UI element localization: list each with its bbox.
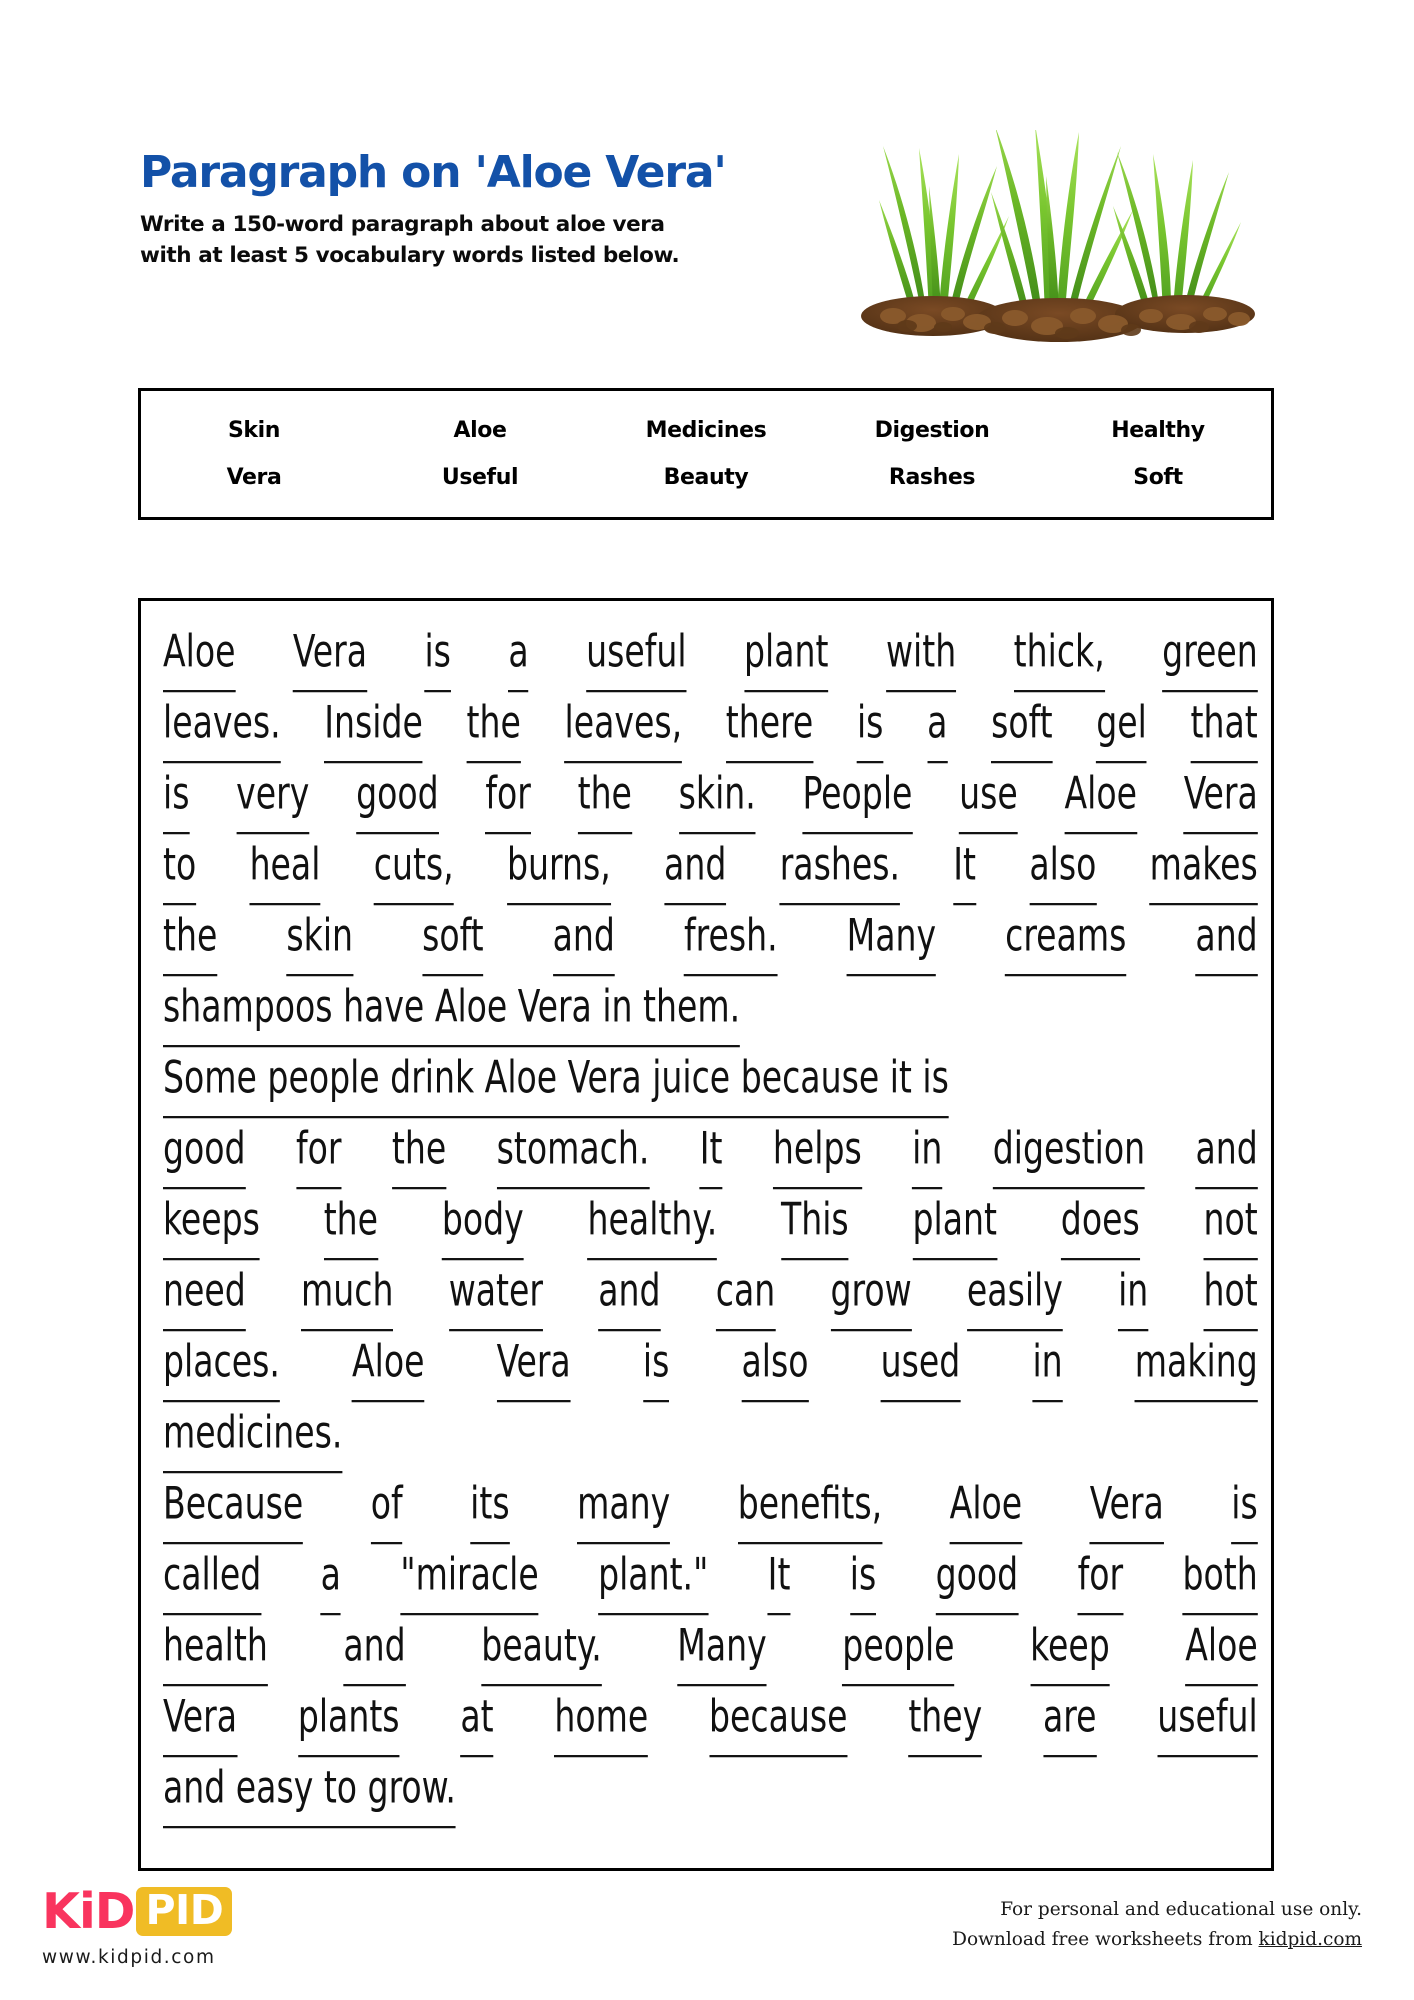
logo-pid-text: PID: [136, 1887, 232, 1936]
logo-mark: [42, 1882, 232, 1940]
page-title: Paragraph on 'Aloe Vera': [140, 147, 726, 198]
handwriting-word: can: [716, 1252, 775, 1332]
handwriting-line: [163, 1607, 1258, 1687]
handwriting-word: the: [578, 755, 632, 835]
handwriting-word: shampoos have Aloe Vera in them.: [163, 968, 740, 1048]
handwriting-word: Vera: [293, 613, 367, 693]
handwriting-word: good: [163, 1110, 246, 1190]
worksheet-header: [0, 0, 1414, 380]
handwriting-word: It: [768, 1536, 791, 1616]
handwriting-word: creams: [1005, 897, 1126, 977]
handwriting-word: need: [163, 1252, 246, 1332]
handwriting-word: that: [1190, 684, 1257, 764]
handwriting-word: health: [163, 1607, 268, 1687]
handwriting-word: Many: [677, 1607, 766, 1687]
handwriting-word: are: [1043, 1678, 1096, 1758]
handwriting-word: also: [741, 1323, 808, 1403]
handwriting-word: plant: [744, 613, 828, 693]
handwriting-line: [163, 1536, 1258, 1616]
handwriting-word: heal: [250, 826, 321, 906]
handwriting-word: skin.: [679, 755, 756, 835]
handwriting-word: is: [424, 613, 450, 693]
handwriting-line: [163, 613, 1258, 693]
aloe-vera-illustration: [855, 130, 1275, 345]
handwriting-line: [163, 1323, 1258, 1403]
handwriting-word: keeps: [163, 1181, 260, 1261]
handwriting-word: fresh.: [684, 897, 778, 977]
handwriting-word: rashes.: [780, 826, 900, 906]
vocabulary-word: Healthy: [1111, 418, 1205, 443]
handwriting-word: and: [553, 897, 615, 977]
handwriting-word: Aloe: [950, 1465, 1022, 1545]
handwriting-word: is: [1231, 1465, 1257, 1545]
handwriting-word: burns,: [507, 826, 611, 906]
handwriting-word: Aloe: [1064, 755, 1136, 835]
handwriting-line: [163, 1252, 1258, 1332]
instruction-line-2: with at least 5 vocabulary words listed below.: [140, 242, 680, 268]
worksheet-footer: [0, 1882, 1414, 2000]
handwriting-word: helps: [773, 1110, 862, 1190]
handwriting-word: in: [912, 1110, 942, 1190]
handwriting-word: beauty.: [481, 1607, 602, 1687]
vocabulary-word: Medicines: [645, 418, 767, 443]
handwriting-word: It: [953, 826, 976, 906]
handwriting-line: [163, 1465, 1258, 1545]
handwriting-word: there: [726, 684, 814, 764]
handwriting-word: the: [392, 1110, 446, 1190]
handwriting-word: called: [163, 1536, 261, 1616]
handwriting-line: [163, 1039, 1162, 1119]
handwriting-word: useful: [586, 613, 686, 693]
handwriting-word: home: [554, 1678, 648, 1758]
handwriting-word: "miracle: [400, 1536, 538, 1616]
handwriting-word: gel: [1096, 684, 1147, 764]
handwriting-word: Because: [163, 1465, 303, 1545]
handwriting-word: in: [1118, 1252, 1148, 1332]
handwriting-word: does: [1061, 1181, 1140, 1261]
vocabulary-word: Useful: [441, 465, 519, 490]
handwriting-word: of: [371, 1465, 403, 1545]
logo-kid-text: KiD: [42, 1882, 135, 1940]
handwriting-word: water: [449, 1252, 543, 1332]
handwriting-word: in: [1032, 1323, 1062, 1403]
handwriting-word: makes: [1150, 826, 1258, 906]
vocabulary-row-2: [141, 465, 1271, 490]
footer-notice-line-2: [952, 1925, 1362, 1955]
handwriting-word: very: [236, 755, 309, 835]
handwriting-line: [163, 755, 1258, 835]
vocabulary-word: Aloe: [453, 418, 507, 443]
handwriting-word: and: [1195, 1110, 1257, 1190]
logo-website-url: www.kidpid.com: [42, 1947, 216, 1968]
handwriting-word: and: [664, 826, 726, 906]
handwriting-line: [163, 1110, 1258, 1190]
handwriting-line: [163, 1678, 1258, 1758]
handwriting-word: good: [356, 755, 439, 835]
handwriting-word: skin: [286, 897, 353, 977]
handwriting-word: cuts,: [374, 826, 454, 906]
handwriting-word: to: [163, 826, 196, 906]
handwriting-word: useful: [1157, 1678, 1257, 1758]
handwriting-word: is: [857, 684, 883, 764]
footer-notice-prefix: Download free worksheets from: [952, 1928, 1259, 1950]
handwriting-word: It: [700, 1110, 723, 1190]
handwriting-word: plant.": [598, 1536, 708, 1616]
handwriting-word: leaves.: [163, 684, 281, 764]
handwriting-word: its: [470, 1465, 509, 1545]
handwriting-word: is: [163, 755, 189, 835]
handwriting-word: plant: [912, 1181, 996, 1261]
handwriting-word: medicines.: [163, 1394, 342, 1474]
handwritten-paragraph: [163, 617, 1258, 1824]
handwriting-word: the: [163, 897, 217, 977]
handwriting-word: thick,: [1014, 613, 1105, 693]
handwriting-word: body: [442, 1181, 524, 1261]
handwriting-word: many: [577, 1465, 670, 1545]
handwriting-word: Vera: [163, 1678, 237, 1758]
handwriting-line: [163, 1749, 1162, 1829]
answer-box[interactable]: [138, 598, 1274, 1871]
handwriting-word: because: [709, 1678, 848, 1758]
handwriting-word: Inside: [324, 684, 423, 764]
handwriting-word: the: [324, 1181, 378, 1261]
handwriting-word: soft: [991, 684, 1052, 764]
handwriting-word: Aloe: [163, 613, 235, 693]
footer-notice-line-1: For personal and educational use only.: [1000, 1899, 1362, 1920]
handwriting-word: stomach.: [497, 1110, 650, 1190]
handwriting-word: green: [1162, 613, 1258, 693]
handwriting-word: and: [598, 1252, 660, 1332]
handwriting-word: Vera: [1090, 1465, 1164, 1545]
vocabulary-word: Skin: [227, 418, 281, 443]
handwriting-word: Aloe: [352, 1323, 424, 1403]
handwriting-word: Vera: [1184, 755, 1258, 835]
handwriting-line: [163, 968, 1162, 1048]
handwriting-word: and: [343, 1607, 405, 1687]
handwriting-line: [163, 1394, 1162, 1474]
handwriting-word: is: [643, 1323, 669, 1403]
handwriting-word: the: [467, 684, 521, 764]
handwriting-word: a: [927, 684, 947, 764]
handwriting-word: people: [842, 1607, 954, 1687]
handwriting-word: at: [460, 1678, 493, 1758]
handwriting-word: soft: [422, 897, 483, 977]
handwriting-word: easily: [967, 1252, 1063, 1332]
handwriting-word: for: [1078, 1536, 1123, 1616]
handwriting-word: used: [881, 1323, 961, 1403]
handwriting-word: a: [321, 1536, 341, 1616]
handwriting-word: Aloe: [1185, 1607, 1257, 1687]
vocabulary-word: Digestion: [874, 418, 990, 443]
handwriting-word: for: [485, 755, 530, 835]
handwriting-line: [163, 1181, 1258, 1261]
kidpid-link[interactable]: kidpid.com: [1258, 1928, 1362, 1950]
header-text-block: [140, 147, 740, 271]
handwriting-word: benefits,: [738, 1465, 882, 1545]
handwriting-word: good: [936, 1536, 1019, 1616]
kidpid-logo[interactable]: [42, 1882, 232, 1968]
vocabulary-row-1: [141, 418, 1271, 443]
handwriting-word: with: [886, 613, 956, 693]
handwriting-word: Many: [847, 897, 936, 977]
handwriting-line: [163, 897, 1258, 977]
handwriting-word: use: [959, 755, 1018, 835]
instruction-line-1: Write a 150-word paragraph about aloe vera: [140, 212, 665, 238]
handwriting-word: healthy.: [588, 1181, 718, 1261]
handwriting-word: both: [1182, 1536, 1257, 1616]
handwriting-word: making: [1135, 1323, 1258, 1403]
handwriting-word: also: [1029, 826, 1096, 906]
handwriting-word: for: [296, 1110, 341, 1190]
handwriting-word: and: [1195, 897, 1257, 977]
page-instructions: [140, 210, 740, 271]
handwriting-word: digestion: [993, 1110, 1145, 1190]
handwriting-word: places.: [163, 1323, 280, 1403]
handwriting-word: Vera: [497, 1323, 571, 1403]
handwriting-word: much: [301, 1252, 393, 1332]
handwriting-word: Some people drink Aloe Vera juice because it is: [163, 1039, 949, 1119]
handwriting-word: hot: [1204, 1252, 1258, 1332]
handwriting-word: is: [850, 1536, 876, 1616]
handwriting-line: [163, 684, 1258, 764]
footer-notice: [952, 1895, 1362, 1955]
vocabulary-word: Vera: [226, 465, 282, 490]
vocabulary-word: Soft: [1133, 465, 1183, 490]
handwriting-word: plants: [298, 1678, 400, 1758]
handwriting-word: keep: [1030, 1607, 1110, 1687]
handwriting-word: not: [1204, 1181, 1258, 1261]
handwriting-word: leaves,: [565, 684, 683, 764]
handwriting-line: [163, 826, 1258, 906]
handwriting-word: People: [803, 755, 913, 835]
vocabulary-word: Beauty: [663, 465, 749, 490]
handwriting-word: and easy to grow.: [163, 1749, 456, 1829]
handwriting-word: they: [908, 1678, 982, 1758]
vocabulary-word: Rashes: [888, 465, 976, 490]
vocabulary-box: [138, 388, 1274, 520]
handwriting-word: a: [508, 613, 528, 693]
handwriting-word: grow: [831, 1252, 912, 1332]
handwriting-word: This: [781, 1181, 849, 1261]
